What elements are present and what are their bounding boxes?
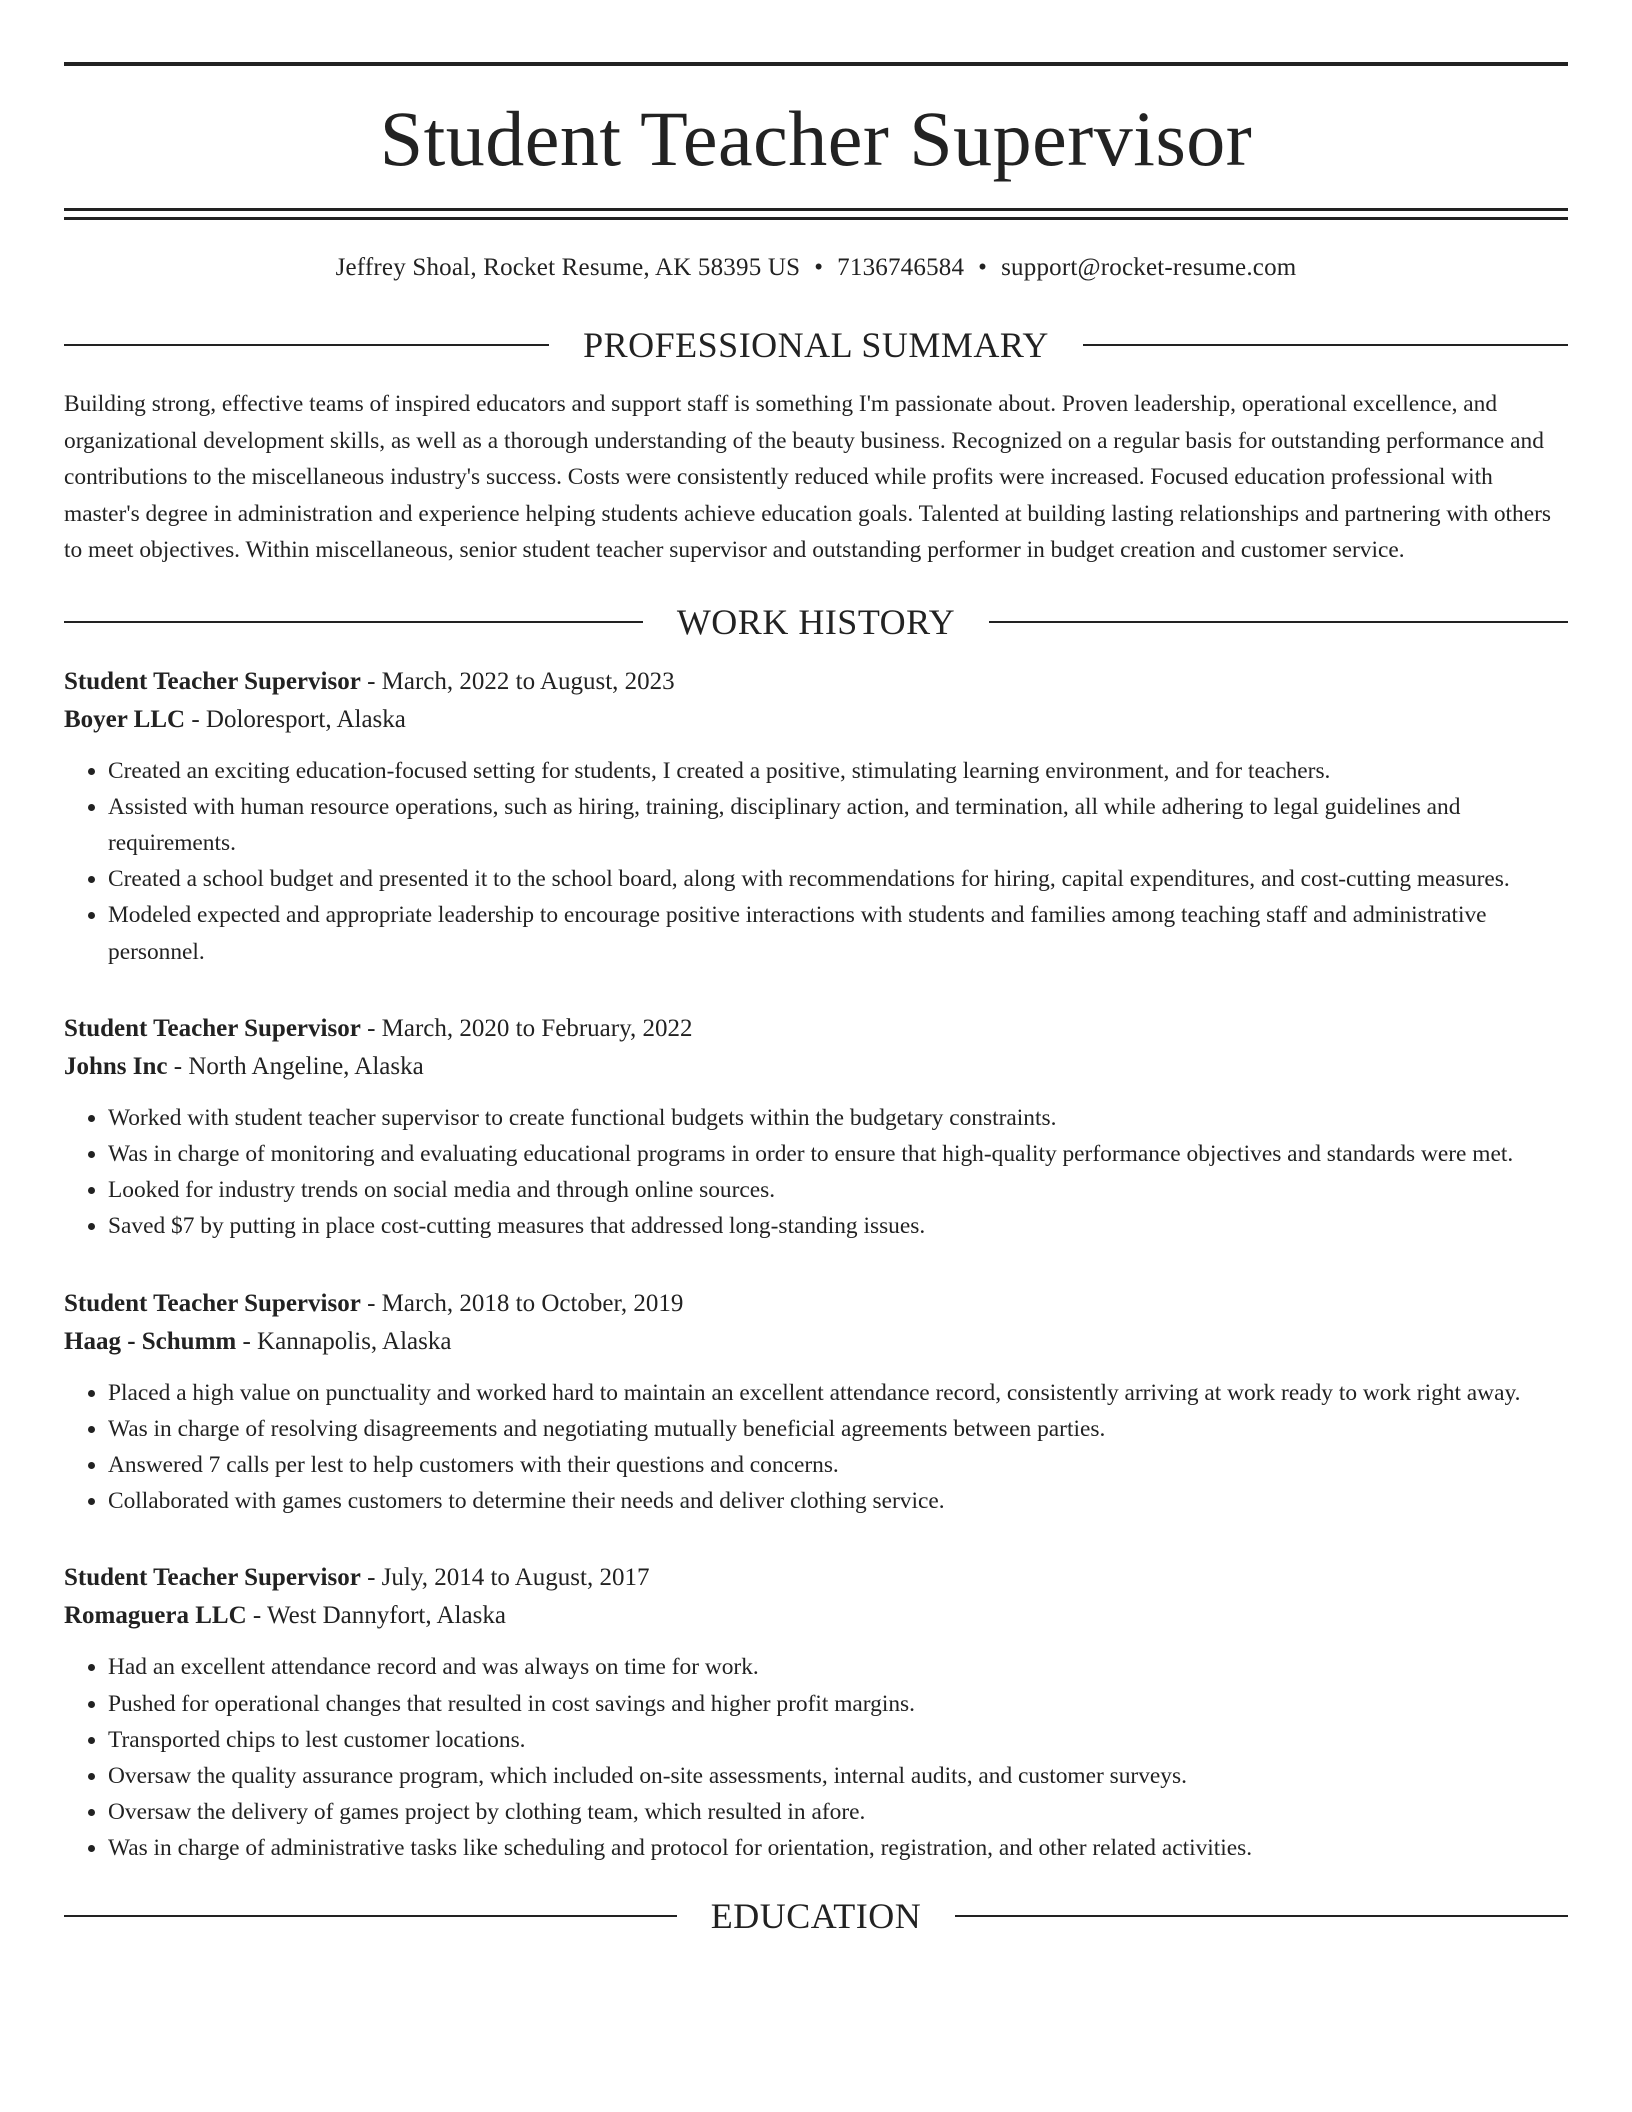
heading-rule-right — [955, 1915, 1568, 1917]
job-role-line — [64, 1285, 1568, 1323]
job-role: Student Teacher Supervisor — [64, 1289, 361, 1317]
job-dates: - March, 2022 to August, 2023 — [360, 667, 675, 695]
job-bullet-list — [64, 1375, 1568, 1520]
job-bullet: • Pushed for operational changes that resulted in cost savings and higher profit margins. — [108, 1686, 1568, 1722]
job-location: - West Dannyfort, Alaska — [246, 1602, 506, 1630]
job-bullet: • Was in charge of administrative tasks like scheduling and protocol for orientation, registration, and other related activities. — [108, 1830, 1568, 1866]
job-entry — [64, 663, 1568, 970]
heading-rule-left — [64, 621, 643, 623]
job-bullet: • Was in charge of resolving disagreements and negotiating mutually beneficial agreements between parties. — [108, 1411, 1568, 1447]
work-heading-label: WORK HISTORY — [676, 601, 956, 642]
job-role-line — [64, 1559, 1568, 1597]
job-company-line — [64, 1323, 1568, 1361]
job-company-line — [64, 1048, 1568, 1086]
job-location: - Kannapolis, Alaska — [236, 1327, 452, 1355]
heading-rule-right — [989, 621, 1568, 623]
job-location: - North Angeline, Alaska — [167, 1052, 424, 1080]
job-bullet: • Had an excellent attendance record and was always on time for work. — [108, 1649, 1568, 1685]
job-entry — [64, 1010, 1568, 1245]
job-role: Student Teacher Supervisor — [64, 1014, 361, 1042]
header-bottom-rule — [64, 208, 1568, 211]
job-bullet: • Oversaw the delivery of games project by clothing team, which resulted in afore. — [108, 1794, 1568, 1830]
summary-heading-label: PROFESSIONAL SUMMARY — [583, 325, 1049, 365]
education-section-heading — [64, 1895, 1568, 1937]
job-entry — [64, 1559, 1568, 1866]
job-bullet: • Placed a high value on punctuality and worked hard to maintain an excellent attendance record, consistently arriving at work ready to work right away. — [108, 1375, 1568, 1411]
job-dates: - March, 2020 to February, 2022 — [360, 1014, 693, 1042]
contact-address: Jeffrey Shoal, Rocket Resume, AK 58395 US — [335, 254, 801, 281]
job-role-line — [64, 1010, 1568, 1048]
heading-rule-left — [64, 344, 549, 346]
job-bullet: • Created a school budget and presented it to the school board, along with recommendations for hiring, capital expenditures, and cost-cutting measures. — [108, 861, 1568, 897]
job-bullet: • Worked with student teacher supervisor to create functional budgets within the budgetary constraints. — [108, 1100, 1568, 1136]
work-section-heading — [64, 601, 1568, 643]
header-bottom-rule-second — [64, 217, 1568, 220]
job-bullet: • Created an exciting education-focused setting for students, I created a positive, stimulating learning environment, and for teachers. — [108, 753, 1568, 789]
job-bullet: • Transported chips to lest customer locations. — [108, 1722, 1568, 1758]
summary-section-heading — [64, 324, 1568, 366]
job-company: Boyer LLC — [64, 705, 186, 733]
job-company: Haag - Schumm — [64, 1327, 237, 1355]
job-company-line — [64, 701, 1568, 739]
job-bullet: • Modeled expected and appropriate leadership to encourage positive interactions with students and families among teaching staff and administrative personnel. — [108, 897, 1568, 969]
job-role: Student Teacher Supervisor — [64, 1564, 361, 1592]
job-location: - Doloresport, Alaska — [185, 705, 406, 733]
contact-separator: • — [814, 254, 824, 281]
page-title: Student Teacher Supervisor — [379, 95, 1253, 182]
education-heading-label: EDUCATION — [710, 1895, 922, 1936]
work-history-list — [64, 663, 1568, 1867]
job-bullet: • Was in charge of monitoring and evaluating educational programs in order to ensure that high-quality performance objectives and standards were met. — [108, 1136, 1568, 1172]
job-company: Johns Inc — [64, 1052, 168, 1080]
heading-rule-right — [1083, 344, 1568, 346]
job-bullet-list — [64, 1649, 1568, 1866]
job-bullet: • Oversaw the quality assurance program, which included on-site assessments, internal audits, and customer surveys. — [108, 1758, 1568, 1794]
job-bullet: • Assisted with human resource operations, such as hiring, training, disciplinary action, and termination, all while adhering to legal guidelines and requirements. — [108, 789, 1568, 861]
job-role: Student Teacher Supervisor — [64, 667, 361, 695]
contact-email: support@rocket-resume.com — [1001, 254, 1297, 281]
header-top-rule — [64, 62, 1568, 66]
contact-phone: 7136746584 — [837, 254, 965, 281]
contact-line — [64, 254, 1568, 282]
job-bullet-list — [64, 753, 1568, 970]
job-company: Romaguera LLC — [64, 1602, 247, 1630]
professional-summary-text: Building strong, effective teams of inspired educators and support staff is something I'm passionate about. Proven leadership, operational excellence, and organizational development skills, as well as a thorough understanding of the beauty business. Recognized on a regular basis for outstanding performance and contributions to the miscellaneous industry's success. Costs were consistently reduced while profits were increased. Focused education professional with master's degree in administration and experience helping students achieve education goals. Talented at building lasting relationships and partnering with others to meet objectives. Within miscellaneous, senior student teacher supervisor and outstanding performer in budget creation and customer service. — [64, 391, 1552, 563]
contact-separator: • — [978, 254, 988, 281]
job-company-line — [64, 1597, 1568, 1635]
job-bullet: • Collaborated with games customers to determine their needs and deliver clothing service. — [108, 1483, 1568, 1519]
job-role-line — [64, 663, 1568, 701]
job-bullet: • Looked for industry trends on social media and through online sources. — [108, 1172, 1568, 1208]
job-dates: - March, 2018 to October, 2019 — [360, 1289, 684, 1317]
job-entry — [64, 1285, 1568, 1520]
job-bullet-list — [64, 1100, 1568, 1245]
heading-rule-left — [64, 1915, 677, 1917]
job-bullet: • Saved $7 by putting in place cost-cutting measures that addressed long-standing issues. — [108, 1208, 1568, 1244]
job-dates: - July, 2014 to August, 2017 — [360, 1564, 650, 1592]
job-bullet: • Answered 7 calls per lest to help customers with their questions and concerns. — [108, 1447, 1568, 1483]
